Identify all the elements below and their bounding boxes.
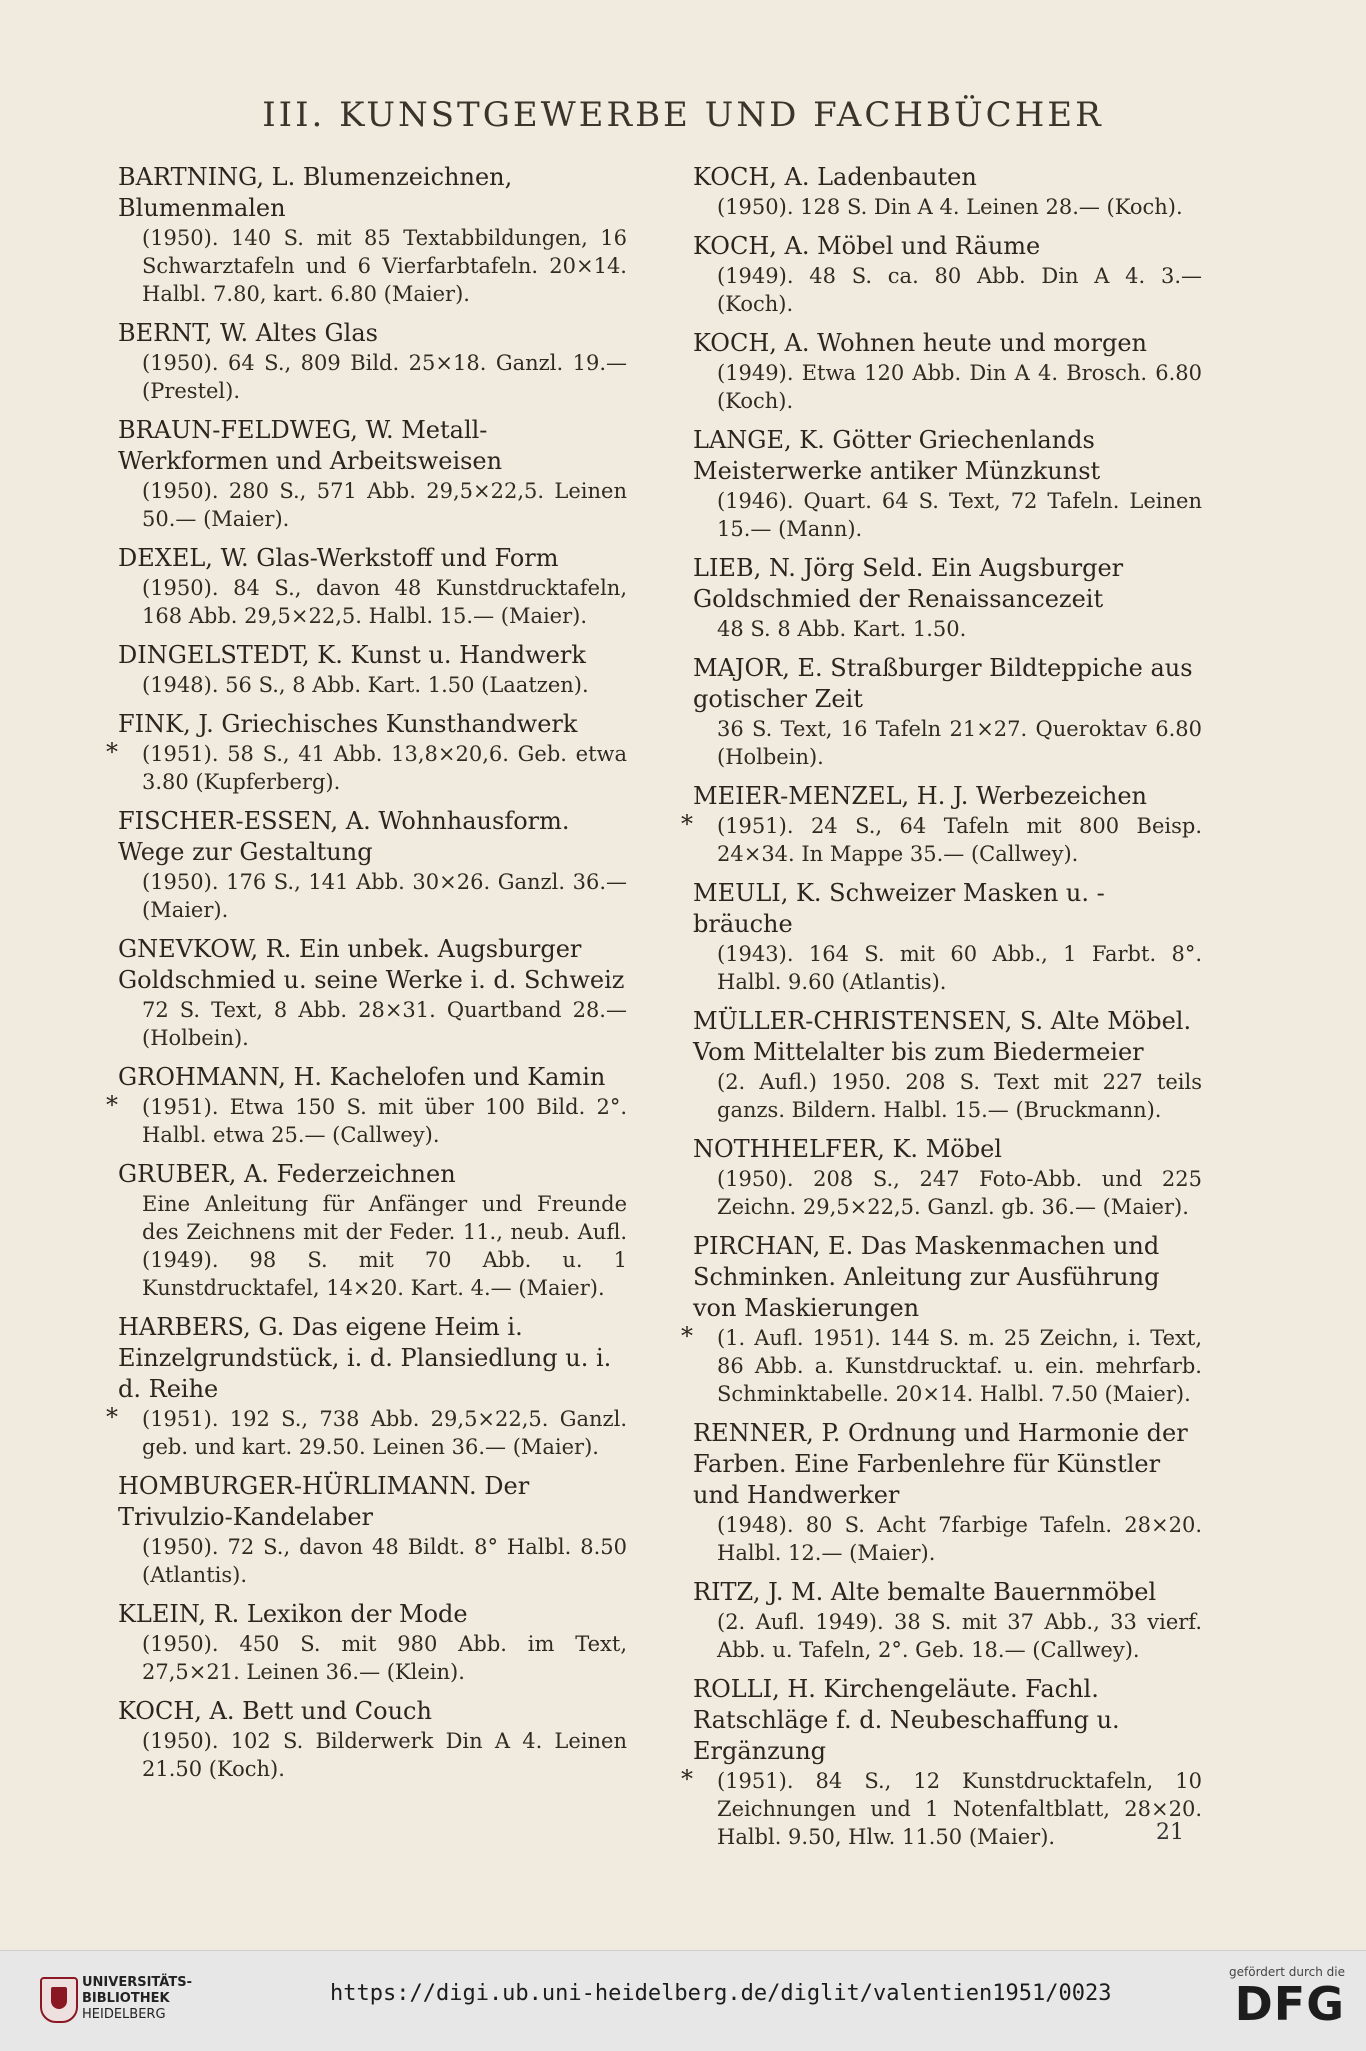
entry-title: BERNT, W. Altes Glas	[118, 319, 378, 347]
bibliography-entry	[112, 1159, 627, 1302]
entry-title: LANGE, K. Götter Griechenlands Meisterwerke antiker Münzkunst	[693, 426, 1101, 485]
bibliography-entry	[687, 1006, 1202, 1124]
entry-title: GROHMANN, H. Kachelofen und Kamin	[118, 1063, 606, 1091]
entry-details: (1950). 208 S., 247 Foto-Abb. und 225 Zeichn. 29,5×22,5. Ganzl. gb. 36.— (Maier).	[717, 1167, 1202, 1219]
bibliography-entry	[687, 1418, 1202, 1567]
entry-details: (1943). 164 S. mit 60 Abb., 1 Farbt. 8°. Halbl. 9.60 (Atlantis).	[717, 942, 1202, 994]
new-title-marker: *	[106, 1091, 118, 1119]
institution-line: HEIDELBERG	[82, 2007, 166, 2022]
entry-title: PIRCHAN, E. Das Maskenmachen und Schminken. Anleitung zur Ausführung von Maskierungen	[693, 1232, 1160, 1322]
institution-line: BIBLIOTHEK	[82, 1991, 170, 2006]
bibliography-entry	[681, 1674, 1202, 1851]
entry-details: (1949). 48 S. ca. 80 Abb. Din A 4. 3.— (Koch).	[717, 264, 1202, 316]
entry-title: FISCHER-ESSEN, A. Wohnhausform. Wege zur Gestaltung	[118, 807, 570, 866]
entry-details: (1949). Etwa 120 Abb. Din A 4. Brosch. 6.80 (Koch).	[717, 361, 1202, 413]
entry-title: ROLLI, H. Kirchengeläute. Fachl. Ratschläge f. d. Neubeschaffung u. Ergänzung	[693, 1675, 1120, 1765]
entry-details: (2. Aufl.) 1950. 208 S. Text mit 227 teils ganzs. Bildern. Halbl. 15.— (Bruckmann).	[717, 1070, 1202, 1122]
entry-title: MÜLLER-CHRISTENSEN, S. Alte Möbel. Vom Mittelalter bis zum Biedermeier	[693, 1007, 1192, 1066]
bibliography-entry	[681, 1231, 1202, 1408]
entry-details: (1946). Quart. 64 S. Text, 72 Tafeln. Leinen 15.— (Mann).	[717, 489, 1202, 541]
entry-title: KOCH, A. Wohnen heute und morgen	[693, 329, 1147, 357]
entry-title: RENNER, P. Ordnung und Harmonie der Farben. Eine Farbenlehre für Künstler und Handwerker	[693, 1419, 1188, 1509]
bibliography-entry	[687, 231, 1202, 318]
entry-title: LIEB, N. Jörg Seld. Ein Augsburger Goldschmied der Renaissancezeit	[693, 554, 1124, 613]
entry-details: (1950). 140 S. mit 85 Textabbildungen, 16 Schwarztafeln und 6 Vierfarbtafeln. 20×14. Halbl. 7.80, kart. 6.80 (Maier).	[142, 226, 627, 306]
entry-title: DEXEL, W. Glas-Werkstoff und Form	[118, 544, 559, 572]
entry-title: KOCH, A. Ladenbauten	[693, 163, 977, 191]
entry-title: GRUBER, A. Federzeichnen	[118, 1160, 456, 1188]
entry-details: (1950). 450 S. mit 980 Abb. im Text, 27,5×21. Leinen 36.— (Klein).	[142, 1632, 627, 1684]
bibliography-entry	[112, 318, 627, 405]
bibliography-entry	[112, 162, 627, 308]
new-title-marker: *	[106, 738, 118, 766]
entry-details: (1950). 280 S., 571 Abb. 29,5×22,5. Leinen 50.— (Maier).	[142, 479, 627, 531]
entry-title: KLEIN, R. Lexikon der Mode	[118, 1600, 468, 1628]
bibliography-entry	[112, 1599, 627, 1686]
university-seal-icon	[40, 1977, 78, 2023]
entry-title: MAJOR, E. Straßburger Bildteppiche aus gotischer Zeit	[693, 654, 1193, 713]
entry-title: BARTNING, L. Blumenzeichnen, Blumenmalen	[118, 163, 513, 222]
bibliography-entry	[112, 1696, 627, 1783]
bibliography-entry	[687, 1577, 1202, 1664]
entry-details: (1951). 58 S., 41 Abb. 13,8×20,6. Geb. etwa 3.80 (Kupferberg).	[142, 742, 627, 794]
entry-title: GNEVKOW, R. Ein unbek. Augsburger Goldschmied u. seine Werke i. d. Schweiz	[118, 935, 625, 994]
bibliography-entry	[112, 934, 627, 1052]
entry-title: HARBERS, G. Das eigene Heim i. Einzelgrundstück, i. d. Plansiedlung u. i. d. Reihe	[118, 1313, 612, 1403]
bibliography-entry	[687, 653, 1202, 771]
entry-title: FINK, J. Griechisches Kunsthandwerk	[118, 710, 578, 738]
entry-details: (1950). 64 S., 809 Bild. 25×18. Ganzl. 19.— (Prestel).	[142, 351, 627, 403]
bibliography-entry	[687, 1134, 1202, 1221]
entry-details: (1950). 102 S. Bilderwerk Din A 4. Leinen 21.50 (Koch).	[142, 1729, 627, 1781]
entry-title: RITZ, J. M. Alte bemalte Bauernmöbel	[693, 1578, 1157, 1606]
permalink-url[interactable]: https://digi.ub.uni-heidelberg.de/diglit/valentien1951/0023	[330, 1981, 1112, 2006]
left-column	[106, 162, 627, 1793]
bibliography-entry	[106, 709, 627, 796]
new-title-marker: *	[106, 1403, 118, 1431]
right-column	[681, 162, 1202, 1861]
bibliography-entry	[112, 806, 627, 924]
entry-details: 48 S. 8 Abb. Kart. 1.50.	[717, 617, 967, 641]
new-title-marker: *	[681, 810, 693, 838]
entry-details: (1951). 24 S., 64 Tafeln mit 800 Beisp. 24×34. In Mappe 35.— (Callwey).	[717, 814, 1202, 866]
bibliography-entry	[106, 1062, 627, 1149]
entry-title: BRAUN-FELDWEG, W. Metall-Werkformen und Arbeitsweisen	[118, 416, 503, 475]
entry-details: (1950). 176 S., 141 Abb. 30×26. Ganzl. 36.— (Maier).	[142, 870, 627, 922]
institution-name	[82, 1975, 192, 2023]
entry-details: 72 S. Text, 8 Abb. 28×31. Quartband 28.— (Holbein).	[142, 998, 627, 1050]
page-number: 21	[1156, 1820, 1184, 1845]
bibliography-entry	[687, 878, 1202, 996]
entry-title: KOCH, A. Möbel und Räume	[693, 232, 1041, 260]
bibliography-entry	[112, 543, 627, 630]
bibliography-entry	[112, 1471, 627, 1589]
bibliography-entry	[687, 162, 1202, 221]
new-title-marker: *	[681, 1765, 693, 1793]
entry-title: DINGELSTEDT, K. Kunst u. Handwerk	[118, 641, 586, 669]
entry-details: (1950). 128 S. Din A 4. Leinen 28.— (Koch).	[717, 195, 1183, 219]
entry-title: MEIER-MENZEL, H. J. Werbezeichen	[693, 782, 1147, 810]
section-heading: III. KUNSTGEWERBE UND FACHBÜCHER	[262, 95, 1104, 135]
entry-details: (1948). 56 S., 8 Abb. Kart. 1.50 (Laatzen).	[142, 673, 589, 697]
entry-title: NOTHHELFER, K. Möbel	[693, 1135, 1002, 1163]
entry-title: KOCH, A. Bett und Couch	[118, 1697, 432, 1725]
entry-details: (2. Aufl. 1949). 38 S. mit 37 Abb., 33 vierf. Abb. u. Tafeln, 2°. Geb. 18.— (Callwey).	[717, 1610, 1202, 1662]
entry-details: (1951). 84 S., 12 Kunstdrucktafeln, 10 Zeichnungen und 1 Notenfaltblatt, 28×20. Halbl. 9.50, Hlw. 11.50 (Maier).	[717, 1769, 1202, 1849]
funder-block	[1215, 1965, 1345, 2029]
entry-details: (1. Aufl. 1951). 144 S. m. 25 Zeichn, i. Text, 86 Abb. a. Kunstdrucktaf. u. ein. mehrfarb. Schminktabelle. 20×14. Halbl. 7.50 (Maier).	[717, 1326, 1202, 1406]
entry-details: (1950). 72 S., davon 48 Bildt. 8° Halbl. 8.50 (Atlantis).	[142, 1535, 627, 1587]
entry-details: Eine Anleitung für Anfänger und Freunde des Zeichnens mit der Feder. 11., neub. Aufl. (1949). 98 S. mit 70 Abb. u. 1 Kunstdrucktafel, 14×20. Kart. 4.— (Maier).	[142, 1192, 627, 1300]
entry-details: (1950). 84 S., davon 48 Kunstdrucktafeln, 168 Abb. 29,5×22,5. Halbl. 15.— (Maier).	[142, 576, 627, 628]
entry-details: (1948). 80 S. Acht 7farbige Tafeln. 28×20. Halbl. 12.— (Maier).	[717, 1513, 1202, 1565]
bibliography-entry	[687, 328, 1202, 415]
entry-details: (1951). 192 S., 738 Abb. 29,5×22,5. Ganzl. geb. und kart. 29.50. Leinen 36.— (Maier).	[142, 1407, 627, 1459]
institution-line: UNIVERSITÄTS-	[82, 1975, 192, 1990]
library-logo[interactable]	[40, 1971, 240, 2031]
entry-title: HOMBURGER-HÜRLIMANN. Der Trivulzio-Kandelaber	[118, 1472, 530, 1531]
funding-note: gefördert durch die	[1229, 1965, 1345, 1979]
bibliography-entry	[687, 425, 1202, 543]
entry-details: (1951). Etwa 150 S. mit über 100 Bild. 2°. Halbl. etwa 25.— (Callwey).	[142, 1095, 627, 1147]
viewer-footer	[0, 1950, 1366, 2051]
dfg-logo[interactable]: DFG	[1234, 1977, 1345, 2031]
bibliography-entry	[112, 415, 627, 533]
new-title-marker: *	[681, 1322, 693, 1350]
bibliography-entry	[106, 1312, 627, 1461]
bibliography-entry	[681, 781, 1202, 868]
bibliography-entry	[112, 640, 627, 699]
entry-details: 36 S. Text, 16 Tafeln 21×27. Queroktav 6.80 (Holbein).	[717, 717, 1202, 769]
entry-title: MEULI, K. Schweizer Masken u. -bräuche	[693, 879, 1105, 938]
bibliography-entry	[687, 553, 1202, 643]
